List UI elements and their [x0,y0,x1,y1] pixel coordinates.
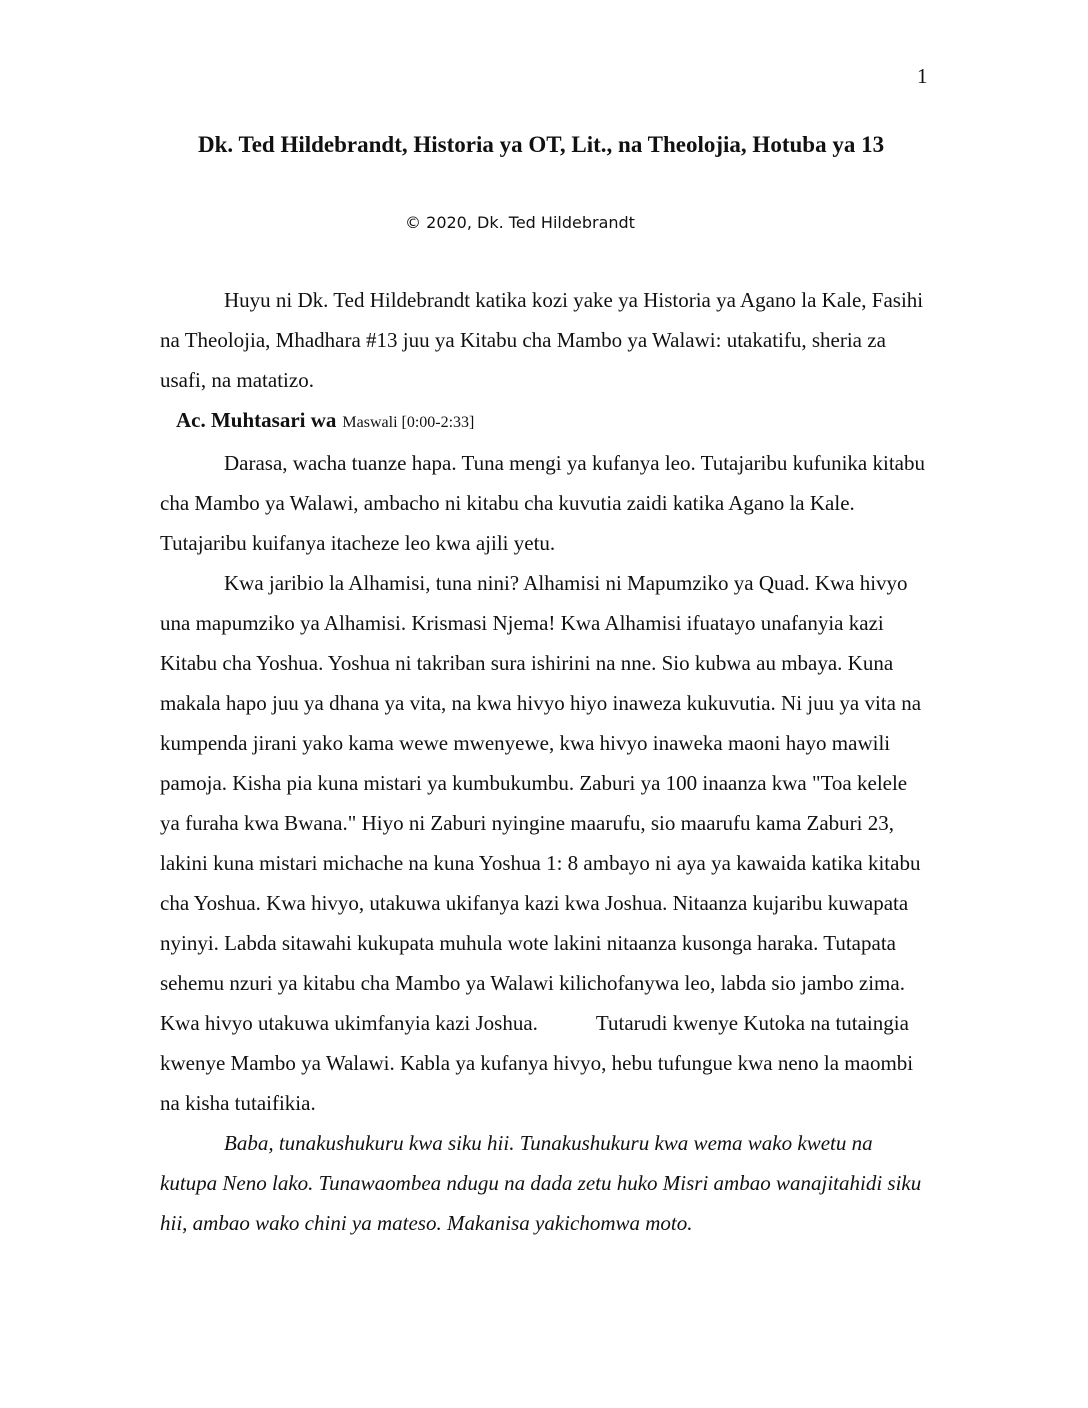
intro-paragraph: Huyu ni Dk. Ted Hildebrandt katika kozi yake ya Historia ya Agano la Kale, Fasihi na Theolojia, Mhadhara #13 juu ya Kitabu cha Mambo ya Walawi: utakatifu, sheria za usafi, na matatizo. [160,288,924,392]
prayer-paragraph: Baba, tunakushukuru kwa siku hii. Tunakushukuru kwa wema wako kwetu na kutupa Neno lako. Tunawaombea ndugu na dada zetu huko Misri ambao wanajitahidi siku hii, ambao wako chini ya mateso. Makanisa yakichomwa moto. [160,1131,922,1235]
paragraph-2-text: Kwa jaribio la Alhamisi, tuna nini? Alhamisi ni Mapumziko ya Quad. Kwa hivyo una mapumziko ya Alhamisi. Krismasi Njema! Kwa Alhamisi ifuatayo unafanyia kazi Kitabu cha Yoshua. Yoshua ni takriban sura ishirini na nne. Sio kubwa au mbaya. Kuna makala hapo juu ya dhana ya vita, na kwa hivyo hiyo inaweza kukuvutia. Ni juu ya vita na kumpenda jirani yako kama wewe mwenyewe, kwa hivyo inaweka maoni hayo mawili pamoja. Kisha pia kuna mistari ya kumbukumbu. Zaburi ya 100 inaanza kwa "Toa kelele ya furaha kwa Bwana." Hiyo ni Zaburi nyingine maarufu, sio maarufu kama Zaburi 23, lakini kuna mistari michache na kuna Yoshua 1: 8 ambayo ni aya ya kawaida katika kitabu cha Yoshua. Kwa hivyo, utakuwa ukifanya kazi kwa Joshua. Nitaanza kujaribu kuwapata nyinyi. Labda sitawahi kukupata muhula wote lakini nitaanza kusonga haraka. Tutapata sehemu nzuri ya kitabu cha Mambo ya Walawi kilichofanywa leo, labda sio jambo zima. Kwa hivyo utakuwa ukimfanyia kazi Joshua. [160,571,922,1035]
document-title: Dk. Ted Hildebrandt, Historia ya OT, Lit., na Theolojia, Hotuba ya 13 [198,132,885,157]
paragraph-3-text: Tutarudi kwenye Kutoka na tutaingia kwenye Mambo ya Walawi. Kabla ya kufanya hivyo, hebu tufungue kwa neno la maombi na kisha tutaifikia. [160,1011,914,1115]
paragraph-1: Darasa, wacha tuanze hapa. Tuna mengi ya kufanya leo. Tutajaribu kufunika kitabu cha Mambo ya Walawi, ambacho ni kitabu cha kuvutia zaidi katika Agano la Kale. Tutajaribu kuifanya itacheze leo kwa ajili yetu. [160,451,925,555]
section-heading-sub: Maswali [0:00-2:33] [342,414,475,431]
copyright-notice: © 2020, Dk. Ted Hildebrandt [405,213,635,232]
section-heading [176,400,930,443]
document-body [160,280,930,1243]
paragraph-2 [160,563,930,1123]
section-heading-main: Ac. Muhtasari wa [176,408,337,432]
page-number: 1 [917,64,928,88]
